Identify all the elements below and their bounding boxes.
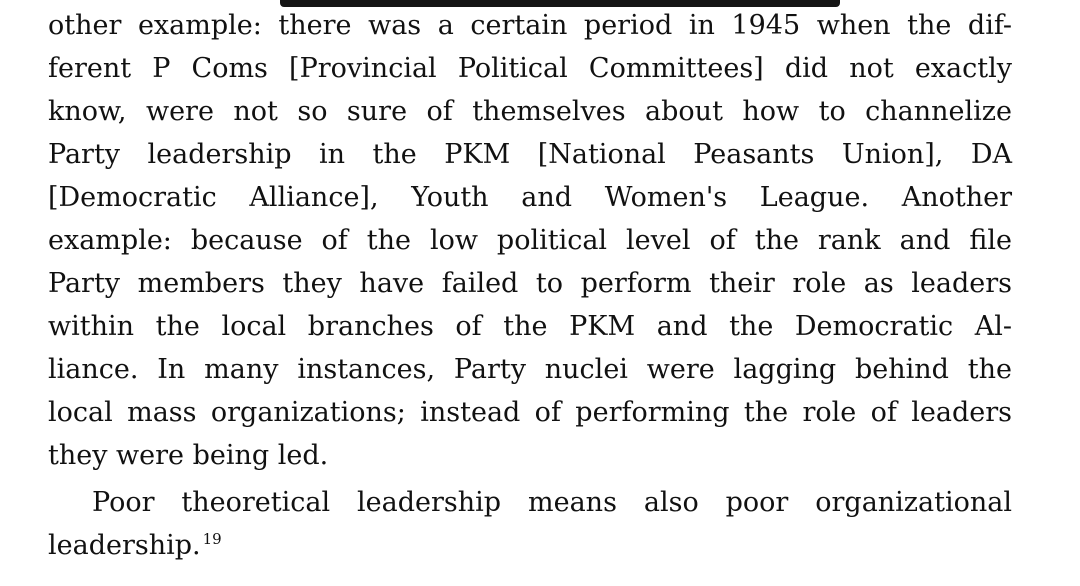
text-line: liance. In many instances, Party nuclei were lagging behind the (48, 354, 1012, 385)
text-line: Party leadership in the PKM [National Peasants Union], DA (48, 139, 1012, 170)
text-line: other example: there was a certain period in 1945 when the dif- (48, 10, 1012, 41)
text-line-first: Poor theoretical leadership means also poor organizational (92, 487, 1012, 518)
footnote-reference[interactable]: 19 (202, 530, 222, 548)
text-line-last (48, 528, 1012, 564)
text-line: Party members they have failed to perform their role as leaders (48, 268, 1012, 299)
text-line: within the local branches of the PKM and the Democratic Al- (48, 311, 1012, 342)
text-fragment: leadership. (48, 530, 201, 561)
text-line-last: they were being led. (48, 440, 329, 471)
text-line: know, were not so sure of themselves about how to channelize (48, 96, 1012, 127)
text-line: [Democratic Alliance], Youth and Women's League. Another (48, 182, 1012, 213)
text-line: ferent P Coms [Provincial Political Committees] did not exactly (48, 53, 1012, 84)
text-line: local mass organizations; instead of performing the role of leaders (48, 397, 1012, 428)
text-line: example: because of the low political level of the rank and file (48, 225, 1012, 256)
